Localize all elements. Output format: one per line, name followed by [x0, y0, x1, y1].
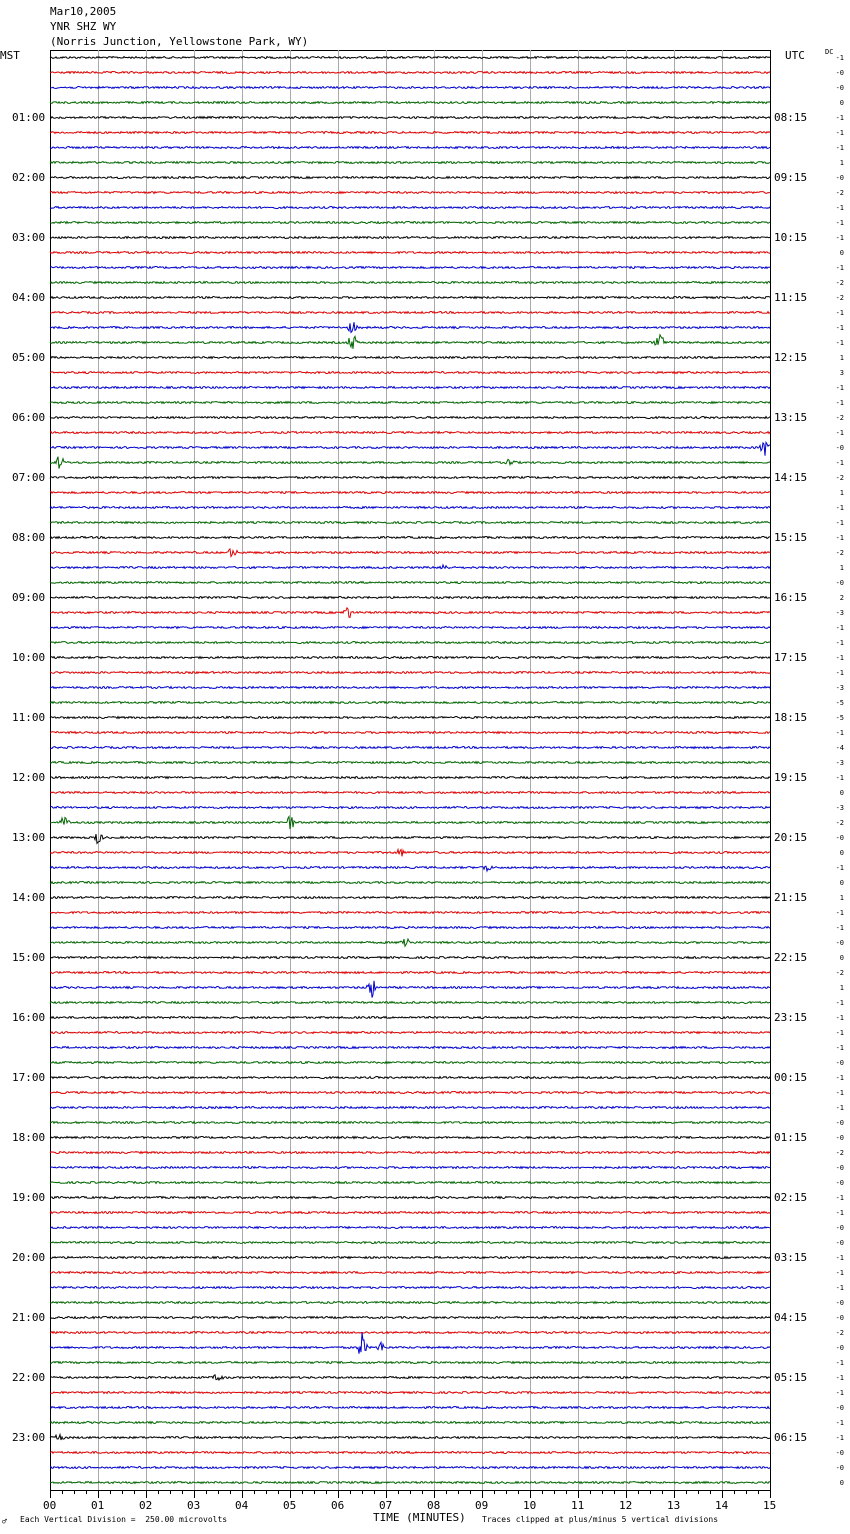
seismic-trace — [50, 747, 770, 749]
x-tick-label: 14 — [715, 1499, 729, 1512]
dc-offset-label: 0 — [839, 1478, 844, 1487]
dc-offset-label: 0 — [839, 248, 844, 257]
station-label: YNR SHZ WY — [50, 20, 117, 33]
dc-offset-label: -1 — [835, 1208, 844, 1217]
seismic-trace — [50, 1302, 770, 1304]
seismic-trace — [50, 457, 770, 469]
dc-offset-label: -1 — [835, 383, 844, 392]
seismic-trace — [50, 582, 770, 584]
dc-offset-label: -0 — [835, 1118, 844, 1127]
dc-offset-label: -1 — [835, 113, 844, 122]
dc-offset-label: -5 — [835, 698, 844, 707]
seismic-trace — [50, 1047, 770, 1049]
dc-offset-label: -0 — [835, 1223, 844, 1232]
dc-offset-label: -1 — [835, 458, 844, 467]
seismic-trace — [50, 432, 770, 434]
seismic-trace — [50, 192, 770, 194]
dc-offset-label: -1 — [835, 1358, 844, 1367]
left-axis-label: MST — [0, 49, 20, 62]
seismic-trace — [50, 717, 770, 719]
right-hour-label: 08:15 — [774, 110, 808, 124]
seismic-trace — [50, 687, 770, 689]
dc-offset-label: -1 — [835, 263, 844, 272]
left-hour-label: 06:00 — [12, 410, 46, 424]
seismic-trace — [50, 72, 770, 74]
dc-offset-label: -2 — [835, 473, 844, 482]
seismic-trace — [50, 1452, 770, 1454]
right-hour-label: 11:15 — [774, 290, 808, 304]
x-tick-label: 12 — [619, 1499, 633, 1512]
seismic-trace — [50, 132, 770, 134]
right-hour-label: 17:15 — [774, 650, 808, 664]
seismic-trace — [50, 627, 770, 629]
dc-offset-label: -1 — [835, 623, 844, 632]
dc-offset-label: -0 — [835, 1133, 844, 1142]
seismic-trace — [50, 387, 770, 389]
seismic-trace — [50, 1257, 770, 1259]
seismic-trace — [50, 267, 770, 269]
seismic-trace — [50, 1092, 770, 1094]
x-tick-label: 01 — [91, 1499, 105, 1512]
left-hour-label: 07:00 — [12, 470, 46, 484]
dc-offset-label: 1 — [839, 893, 844, 902]
dc-offset-label: -1 — [835, 1418, 844, 1427]
seismic-trace — [50, 792, 770, 794]
seismic-trace — [50, 762, 770, 764]
seismic-trace — [50, 147, 770, 149]
dc-offset-label: -1 — [835, 923, 844, 932]
dc-offset-label: -0 — [835, 1403, 844, 1412]
dc-offset-label: -2 — [835, 278, 844, 287]
dc-offset-label: 1 — [839, 983, 844, 992]
dc-offset-label: -1 — [835, 1253, 844, 1262]
dc-offset-label: -1 — [835, 728, 844, 737]
seismic-trace — [50, 807, 770, 809]
dc-offset-label: -1 — [835, 338, 844, 347]
left-hour-label: 15:00 — [12, 950, 46, 964]
dc-offset-label: -2 — [835, 413, 844, 422]
seismic-trace — [50, 537, 770, 539]
left-hour-label: 14:00 — [12, 890, 46, 904]
dc-offset-label: -1 — [835, 128, 844, 137]
seismic-trace — [50, 939, 770, 946]
x-tick-label: 05 — [283, 1499, 297, 1512]
left-hour-label: 03:00 — [12, 230, 46, 244]
seismic-trace — [50, 549, 770, 557]
right-hour-label: 00:15 — [774, 1070, 808, 1084]
seismic-trace — [50, 1197, 770, 1199]
dc-offset-label: -1 — [835, 1268, 844, 1277]
seismic-trace — [50, 702, 770, 704]
seismic-trace — [50, 1362, 770, 1364]
dc-offset-label: -1 — [835, 863, 844, 872]
x-tick-label: 06 — [331, 1499, 345, 1512]
seismic-trace — [50, 608, 770, 618]
seismic-trace — [50, 1435, 770, 1440]
left-hour-label: 08:00 — [12, 530, 46, 544]
right-hour-label: 04:15 — [774, 1310, 808, 1324]
right-hour-label: 03:15 — [774, 1250, 808, 1264]
seismic-trace — [50, 642, 770, 644]
dc-offset-label: -1 — [835, 1043, 844, 1052]
left-hour-label: 18:00 — [12, 1130, 46, 1144]
seismic-trace — [50, 817, 770, 829]
right-hour-label: 09:15 — [774, 170, 808, 184]
dc-offset-label: -1 — [835, 1013, 844, 1022]
right-hour-label: 05:15 — [774, 1370, 808, 1384]
seismic-trace — [50, 477, 770, 479]
dc-offset-label: -0 — [835, 938, 844, 947]
footer-mark: ♂ — [2, 1517, 7, 1526]
dc-offset-label: -1 — [835, 503, 844, 512]
right-hour-label: 20:15 — [774, 830, 808, 844]
seismic-trace — [50, 417, 770, 419]
seismic-trace — [50, 1077, 770, 1079]
right-hour-label: 16:15 — [774, 590, 808, 604]
x-tick-label: 13 — [667, 1499, 681, 1512]
dc-offset-label: 0 — [839, 848, 844, 857]
seismic-trace — [50, 1152, 770, 1154]
seismic-trace — [50, 912, 770, 914]
left-hour-label: 02:00 — [12, 170, 46, 184]
dc-offset-label: -1 — [835, 653, 844, 662]
location-label: (Norris Junction, Yellowstone Park, WY) — [50, 35, 309, 48]
dc-offset-label: -3 — [835, 803, 844, 812]
x-tick-label: 03 — [187, 1499, 201, 1512]
seismic-trace — [50, 402, 770, 404]
left-hour-label: 10:00 — [12, 650, 46, 664]
x-tick-label: 11 — [571, 1499, 585, 1512]
dc-offset-label: -2 — [835, 293, 844, 302]
dc-offset-label: -2 — [835, 1148, 844, 1157]
right-axis-label: UTC — [785, 49, 805, 62]
trace-group — [50, 57, 770, 1484]
seismic-trace — [50, 1272, 770, 1274]
left-hour-label: 19:00 — [12, 1190, 46, 1204]
left-hour-label: 23:00 — [12, 1430, 46, 1444]
dc-offset-label: -1 — [835, 1433, 844, 1442]
seismic-trace — [50, 1375, 770, 1380]
seismic-trace — [50, 1017, 770, 1019]
seismic-trace — [50, 507, 770, 509]
right-hour-label: 15:15 — [774, 530, 808, 544]
seismic-trace — [50, 732, 770, 734]
seismic-trace — [50, 222, 770, 224]
seismic-trace — [50, 207, 770, 209]
seismic-trace — [50, 87, 770, 89]
right-hour-label: 02:15 — [774, 1190, 808, 1204]
seismic-trace — [50, 117, 770, 119]
left-hour-label: 11:00 — [12, 710, 46, 724]
seismic-trace — [50, 1392, 770, 1394]
dc-offset-label: -3 — [835, 758, 844, 767]
seismic-trace — [50, 1182, 770, 1184]
dc-offset-label: -1 — [835, 1028, 844, 1037]
seismic-trace — [50, 442, 770, 455]
dc-offset-label: -1 — [835, 233, 844, 242]
vertical-grid — [99, 50, 723, 1490]
seismic-trace — [50, 777, 770, 779]
dc-offset-label: -0 — [835, 833, 844, 842]
dc-offset-label: -1 — [835, 518, 844, 527]
seismic-trace — [50, 957, 770, 959]
seismic-trace — [50, 882, 770, 884]
dc-offset-label: 0 — [839, 878, 844, 887]
dc-offset-label: -1 — [835, 1073, 844, 1082]
seismic-trace — [50, 927, 770, 929]
left-hour-label: 20:00 — [12, 1250, 46, 1264]
dc-offset-label: -0 — [835, 1238, 844, 1247]
x-tick-label: 09 — [475, 1499, 489, 1512]
left-hour-label: 04:00 — [12, 290, 46, 304]
seismic-trace — [50, 312, 770, 314]
seismic-trace — [50, 1107, 770, 1109]
dc-offset-label: -1 — [835, 1088, 844, 1097]
left-hour-label: 01:00 — [12, 110, 46, 124]
scale-note: Each Vertical Division = 250.00 microvolts — [20, 1515, 228, 1524]
seismic-trace — [50, 252, 770, 254]
right-hour-label: 06:15 — [774, 1430, 808, 1444]
seismic-trace — [50, 1332, 770, 1334]
seismic-trace — [50, 282, 770, 284]
date-label: Mar10,2005 — [50, 5, 117, 18]
dc-offset-label: -1 — [835, 323, 844, 332]
dc-offset-label: 3 — [839, 368, 844, 377]
dc-offset-label: -0 — [835, 83, 844, 92]
left-hour-label: 09:00 — [12, 590, 46, 604]
left-hour-label: 13:00 — [12, 830, 46, 844]
dc-label: DC — [825, 48, 834, 56]
seismic-trace — [50, 322, 770, 332]
dc-offset-label: -1 — [835, 143, 844, 152]
right-hour-label: 22:15 — [774, 950, 808, 964]
seismic-trace — [50, 522, 770, 524]
dc-offset-label: -3 — [835, 683, 844, 692]
seismic-trace — [50, 102, 770, 104]
dc-offset-label: -4 — [835, 743, 844, 752]
dc-offset-label: -2 — [835, 188, 844, 197]
dc-offset-label: -0 — [835, 1448, 844, 1457]
dc-offset-label: -0 — [835, 1343, 844, 1352]
clip-note: Traces clipped at plus/minus 5 vertical divisions — [482, 1515, 719, 1524]
x-tick-label: 15 — [763, 1499, 777, 1512]
seismic-trace — [50, 357, 770, 359]
dc-offset-label: -0 — [835, 1058, 844, 1067]
dc-offset-label: 0 — [839, 953, 844, 962]
seismic-trace — [50, 850, 770, 857]
x-axis-title: TIME (MINUTES) — [373, 1511, 466, 1524]
dc-offset-label: -0 — [835, 173, 844, 182]
dc-offset-label: -1 — [835, 773, 844, 782]
dc-offset-label: -1 — [835, 53, 844, 62]
right-hour-label: 14:15 — [774, 470, 808, 484]
dc-offset-label: -1 — [835, 998, 844, 1007]
seismic-trace — [50, 237, 770, 239]
x-tick-label: 08 — [427, 1499, 441, 1512]
seismic-trace — [50, 597, 770, 599]
seismic-trace — [50, 672, 770, 674]
dc-offset-label: -1 — [835, 203, 844, 212]
dc-offset-label: -1 — [835, 308, 844, 317]
right-hour-label: 12:15 — [774, 350, 808, 364]
right-hour-label: 18:15 — [774, 710, 808, 724]
left-hour-label: 16:00 — [12, 1010, 46, 1024]
dc-offset-label: 1 — [839, 488, 844, 497]
plot-frame — [51, 51, 771, 1491]
dc-offset-label: 1 — [839, 353, 844, 362]
dc-offset-label: -0 — [835, 1298, 844, 1307]
seismic-trace — [50, 972, 770, 974]
seismic-trace — [50, 57, 770, 59]
seismic-trace — [50, 1227, 770, 1229]
dc-offset-label: 1 — [839, 563, 844, 572]
seismic-trace — [50, 1212, 770, 1214]
dc-offset-label: -1 — [835, 1103, 844, 1112]
seismic-trace — [50, 162, 770, 164]
seismic-trace — [50, 657, 770, 659]
dc-offset-label: -0 — [835, 578, 844, 587]
dc-offset-label: -0 — [835, 1178, 844, 1187]
right-hour-label: 23:15 — [774, 1010, 808, 1024]
x-tick-label: 00 — [43, 1499, 57, 1512]
x-ticks — [51, 1490, 771, 1498]
dc-offset-label: -1 — [835, 1193, 844, 1202]
right-hour-label: 19:15 — [774, 770, 808, 784]
dc-offset-label: -1 — [835, 1373, 844, 1382]
right-hour-label: 21:15 — [774, 890, 808, 904]
dc-offset-label: -2 — [835, 968, 844, 977]
seismic-trace — [50, 1062, 770, 1064]
dc-offset-label: -1 — [835, 533, 844, 542]
seismic-trace — [50, 297, 770, 299]
seismic-trace — [50, 834, 770, 843]
x-tick-label: 02 — [139, 1499, 153, 1512]
seismic-trace — [50, 1002, 770, 1004]
right-hour-label: 01:15 — [774, 1130, 808, 1144]
dc-offset-label: 0 — [839, 98, 844, 107]
dc-offset-label: -0 — [835, 443, 844, 452]
seismic-trace — [50, 981, 770, 998]
left-hour-label: 17:00 — [12, 1070, 46, 1084]
dc-offset-label: -1 — [835, 1388, 844, 1397]
dc-offset-label: -1 — [835, 428, 844, 437]
seismic-trace — [50, 1467, 770, 1469]
left-hour-label: 22:00 — [12, 1370, 46, 1384]
right-hour-label: 10:15 — [774, 230, 808, 244]
dc-offset-label: 0 — [839, 788, 844, 797]
seismic-trace — [50, 565, 770, 569]
x-tick-label: 10 — [523, 1499, 537, 1512]
dc-offset-label: -2 — [835, 548, 844, 557]
seismic-trace — [50, 335, 770, 349]
seismic-trace — [50, 1032, 770, 1034]
left-hour-label: 21:00 — [12, 1310, 46, 1324]
seismic-trace — [50, 1287, 770, 1289]
seismic-trace — [50, 866, 770, 871]
left-hour-label: 12:00 — [12, 770, 46, 784]
dc-offset-label: -0 — [835, 1163, 844, 1172]
dc-offset-label: -1 — [835, 218, 844, 227]
right-hour-label: 13:15 — [774, 410, 808, 424]
seismic-trace — [50, 1122, 770, 1124]
seismic-trace — [50, 372, 770, 374]
dc-offset-label: 1 — [839, 158, 844, 167]
dc-offset-label: 2 — [839, 593, 844, 602]
left-hour-label: 05:00 — [12, 350, 46, 364]
seismic-trace — [50, 1317, 770, 1319]
seismic-trace — [50, 1333, 770, 1354]
dc-offset-label: -1 — [835, 1283, 844, 1292]
seismic-trace — [50, 1407, 770, 1409]
seismic-trace — [50, 1482, 770, 1484]
dc-offset-label: -5 — [835, 713, 844, 722]
dc-offset-label: -1 — [835, 908, 844, 917]
seismic-trace — [50, 177, 770, 179]
dc-offset-label: -1 — [835, 668, 844, 677]
x-tick-label: 04 — [235, 1499, 249, 1512]
dc-offset-label: -0 — [835, 1463, 844, 1472]
seismic-trace — [50, 1422, 770, 1424]
seismic-trace — [50, 897, 770, 899]
seismic-trace — [50, 1242, 770, 1244]
dc-offset-label: -2 — [835, 818, 844, 827]
dc-offset-label: -0 — [835, 68, 844, 77]
seismic-trace — [50, 1137, 770, 1139]
seismic-trace — [50, 1167, 770, 1169]
seismic-trace — [50, 492, 770, 494]
dc-offset-label: -2 — [835, 1328, 844, 1337]
x-tick-label: 07 — [379, 1499, 393, 1512]
dc-offset-label: -1 — [835, 638, 844, 647]
dc-offset-label: -1 — [835, 398, 844, 407]
dc-offset-label: -3 — [835, 608, 844, 617]
dc-offset-label: -0 — [835, 1313, 844, 1322]
